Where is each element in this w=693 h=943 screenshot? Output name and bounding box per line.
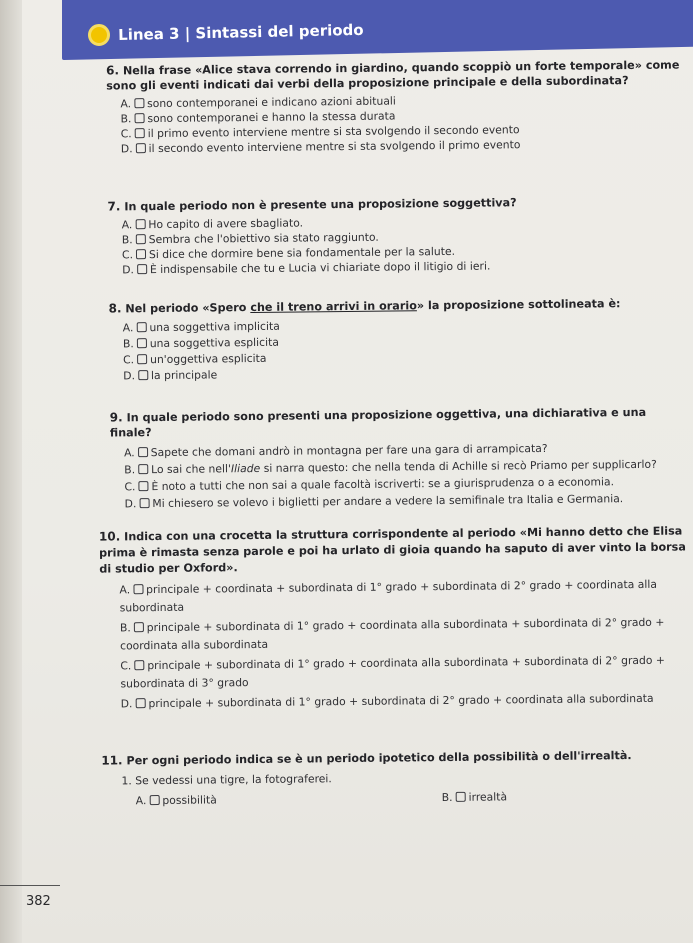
checkbox[interactable] xyxy=(149,795,159,805)
option-b[interactable]: B. una soggettiva esplicita xyxy=(122,335,279,351)
option-d[interactable]: D. Mi chiesero se volevo i biglietti per andare a vedere la semifinale tra Italia e Germania. xyxy=(124,492,624,511)
option-a[interactable]: A. una soggettiva implicita xyxy=(122,319,280,335)
checkbox[interactable] xyxy=(136,234,146,244)
question-number: 11. xyxy=(101,753,123,768)
option-c[interactable]: C. il primo evento interviene mentre si sta svolgendo il secondo evento xyxy=(120,123,520,141)
checkbox[interactable] xyxy=(137,264,147,274)
option-a[interactable]: A. sono contemporanei e indicano azioni abituali xyxy=(120,94,396,111)
checkbox[interactable] xyxy=(138,370,148,380)
checkbox[interactable] xyxy=(139,498,149,508)
option-a[interactable]: A. principale + coordinata + subordinata di 1° grado + subordinata di 2° grado + coordinata alla subordinata xyxy=(119,577,658,615)
question-9 xyxy=(110,404,686,512)
checkbox[interactable] xyxy=(137,338,147,348)
checkbox[interactable] xyxy=(133,584,143,594)
page-number: 382 xyxy=(26,894,51,909)
checkbox[interactable] xyxy=(138,464,148,474)
underlined-clause: che il treno arrivi in orario xyxy=(250,299,417,315)
question-text: In quale periodo sono presenti una proposizione oggettiva, una dichiarativa e una finale? xyxy=(109,405,647,440)
section-bullet-icon xyxy=(88,24,110,46)
option-b[interactable]: B. irrealtà xyxy=(441,790,508,805)
option-c[interactable]: C. un'oggettiva esplicita xyxy=(123,351,267,367)
question-text: Per ogni periodo indica se è un periodo ipotetico della possibilità o dell'irrealtà. xyxy=(126,749,632,768)
option-b[interactable]: B. Lo sai che nell'Iliade si narra questo: che nella tenda di Achille si recò Priamo per supplicarlo? xyxy=(124,457,657,477)
question-7 xyxy=(107,193,683,277)
question-number: 8. xyxy=(108,301,122,316)
question-text: Nella frase «Alice stava correndo in giardino, quando scoppiò un forte temporale» come sono gli eventi indicati dai verbi della proposizione principale e della subordinata? xyxy=(106,58,680,93)
question-number: 10. xyxy=(98,529,121,544)
option-b[interactable]: B. Sembra che l'obiettivo sia stato raggiunto. xyxy=(121,230,379,247)
question-text-end: » la proposizione sottolineata è: xyxy=(416,297,621,313)
checkbox[interactable] xyxy=(134,622,144,632)
option-a[interactable]: A. Sapete che domani andrò in montagna per fare una gara di arrampicata? xyxy=(124,441,548,460)
checkbox[interactable] xyxy=(135,698,145,708)
question-11 xyxy=(101,747,692,811)
question-10 xyxy=(99,522,691,713)
option-c[interactable]: C. È noto a tutti che non sai a quale facoltà iscriverti: se a giurisprudenza o a economia. xyxy=(124,475,615,494)
checkbox[interactable] xyxy=(134,98,144,108)
option-a[interactable]: A. Ho capito di avere sbagliato. xyxy=(121,216,304,232)
footer-rule xyxy=(0,885,60,886)
option-d[interactable]: D. principale + subordinata di 1° grado + subordinata di 2° grado + coordinata alla subordinata xyxy=(120,691,654,711)
question-number: 6. xyxy=(105,63,120,78)
option-c[interactable]: C. principale + subordinata di 1° grado + coordinata alla subordinata + subordinata di 2° grado + subordinata di 3° grado xyxy=(120,653,665,691)
option-b[interactable]: B. principale + subordinata di 1° grado + coordinata alla subordinata + subordinata di 2° grado + coordinata alla subordinata xyxy=(119,615,665,653)
checkbox[interactable] xyxy=(136,322,146,332)
question-text: In quale periodo non è presente una proposizione soggettiva? xyxy=(124,196,517,214)
checkbox[interactable] xyxy=(138,481,148,491)
question-number: 7. xyxy=(107,199,121,214)
checkbox[interactable] xyxy=(138,447,148,457)
option-c[interactable]: C. Si dice che dormire bene sia fondamentale per la salute. xyxy=(121,244,456,262)
question-text-start: Nel periodo «Spero xyxy=(125,301,251,316)
option-d[interactable]: D. È indispensabile che tu e Lucia vi chiariate dopo il litigio di ieri. xyxy=(122,259,491,277)
checkbox[interactable] xyxy=(134,113,144,123)
sub-item-1: 1. Se vedessi una tigre, la fotograferei. xyxy=(121,772,332,788)
checkbox[interactable] xyxy=(136,143,146,153)
checkbox[interactable] xyxy=(137,354,147,364)
option-a[interactable]: A. possibilità xyxy=(135,793,217,808)
option-d[interactable]: D. il secondo evento interviene mentre si sta svolgendo il primo evento xyxy=(120,138,521,156)
section-title: Linea 3 | Sintassi del periodo xyxy=(118,20,364,44)
question-text: Indica con una crocetta la struttura corrispondente al periodo «Mi hanno detto che Elisa prima è rimasta senza parole e poi ha urlato di gioia quando ha saputo di aver vinto la borsa di studio per Oxford». xyxy=(99,524,686,576)
exercise-list xyxy=(60,58,686,808)
question-8 xyxy=(108,295,684,384)
checkbox[interactable] xyxy=(136,249,146,259)
option-b[interactable]: B. sono contemporanei e hanno la stessa durata xyxy=(120,109,396,126)
option-d[interactable]: D. la principale xyxy=(123,368,218,383)
checkbox[interactable] xyxy=(134,660,144,670)
question-6 xyxy=(106,57,682,156)
page-edge-shadow xyxy=(0,0,22,943)
question-number: 9. xyxy=(109,410,123,425)
checkbox[interactable] xyxy=(455,792,465,802)
checkbox[interactable] xyxy=(135,128,145,138)
checkbox[interactable] xyxy=(135,219,145,229)
